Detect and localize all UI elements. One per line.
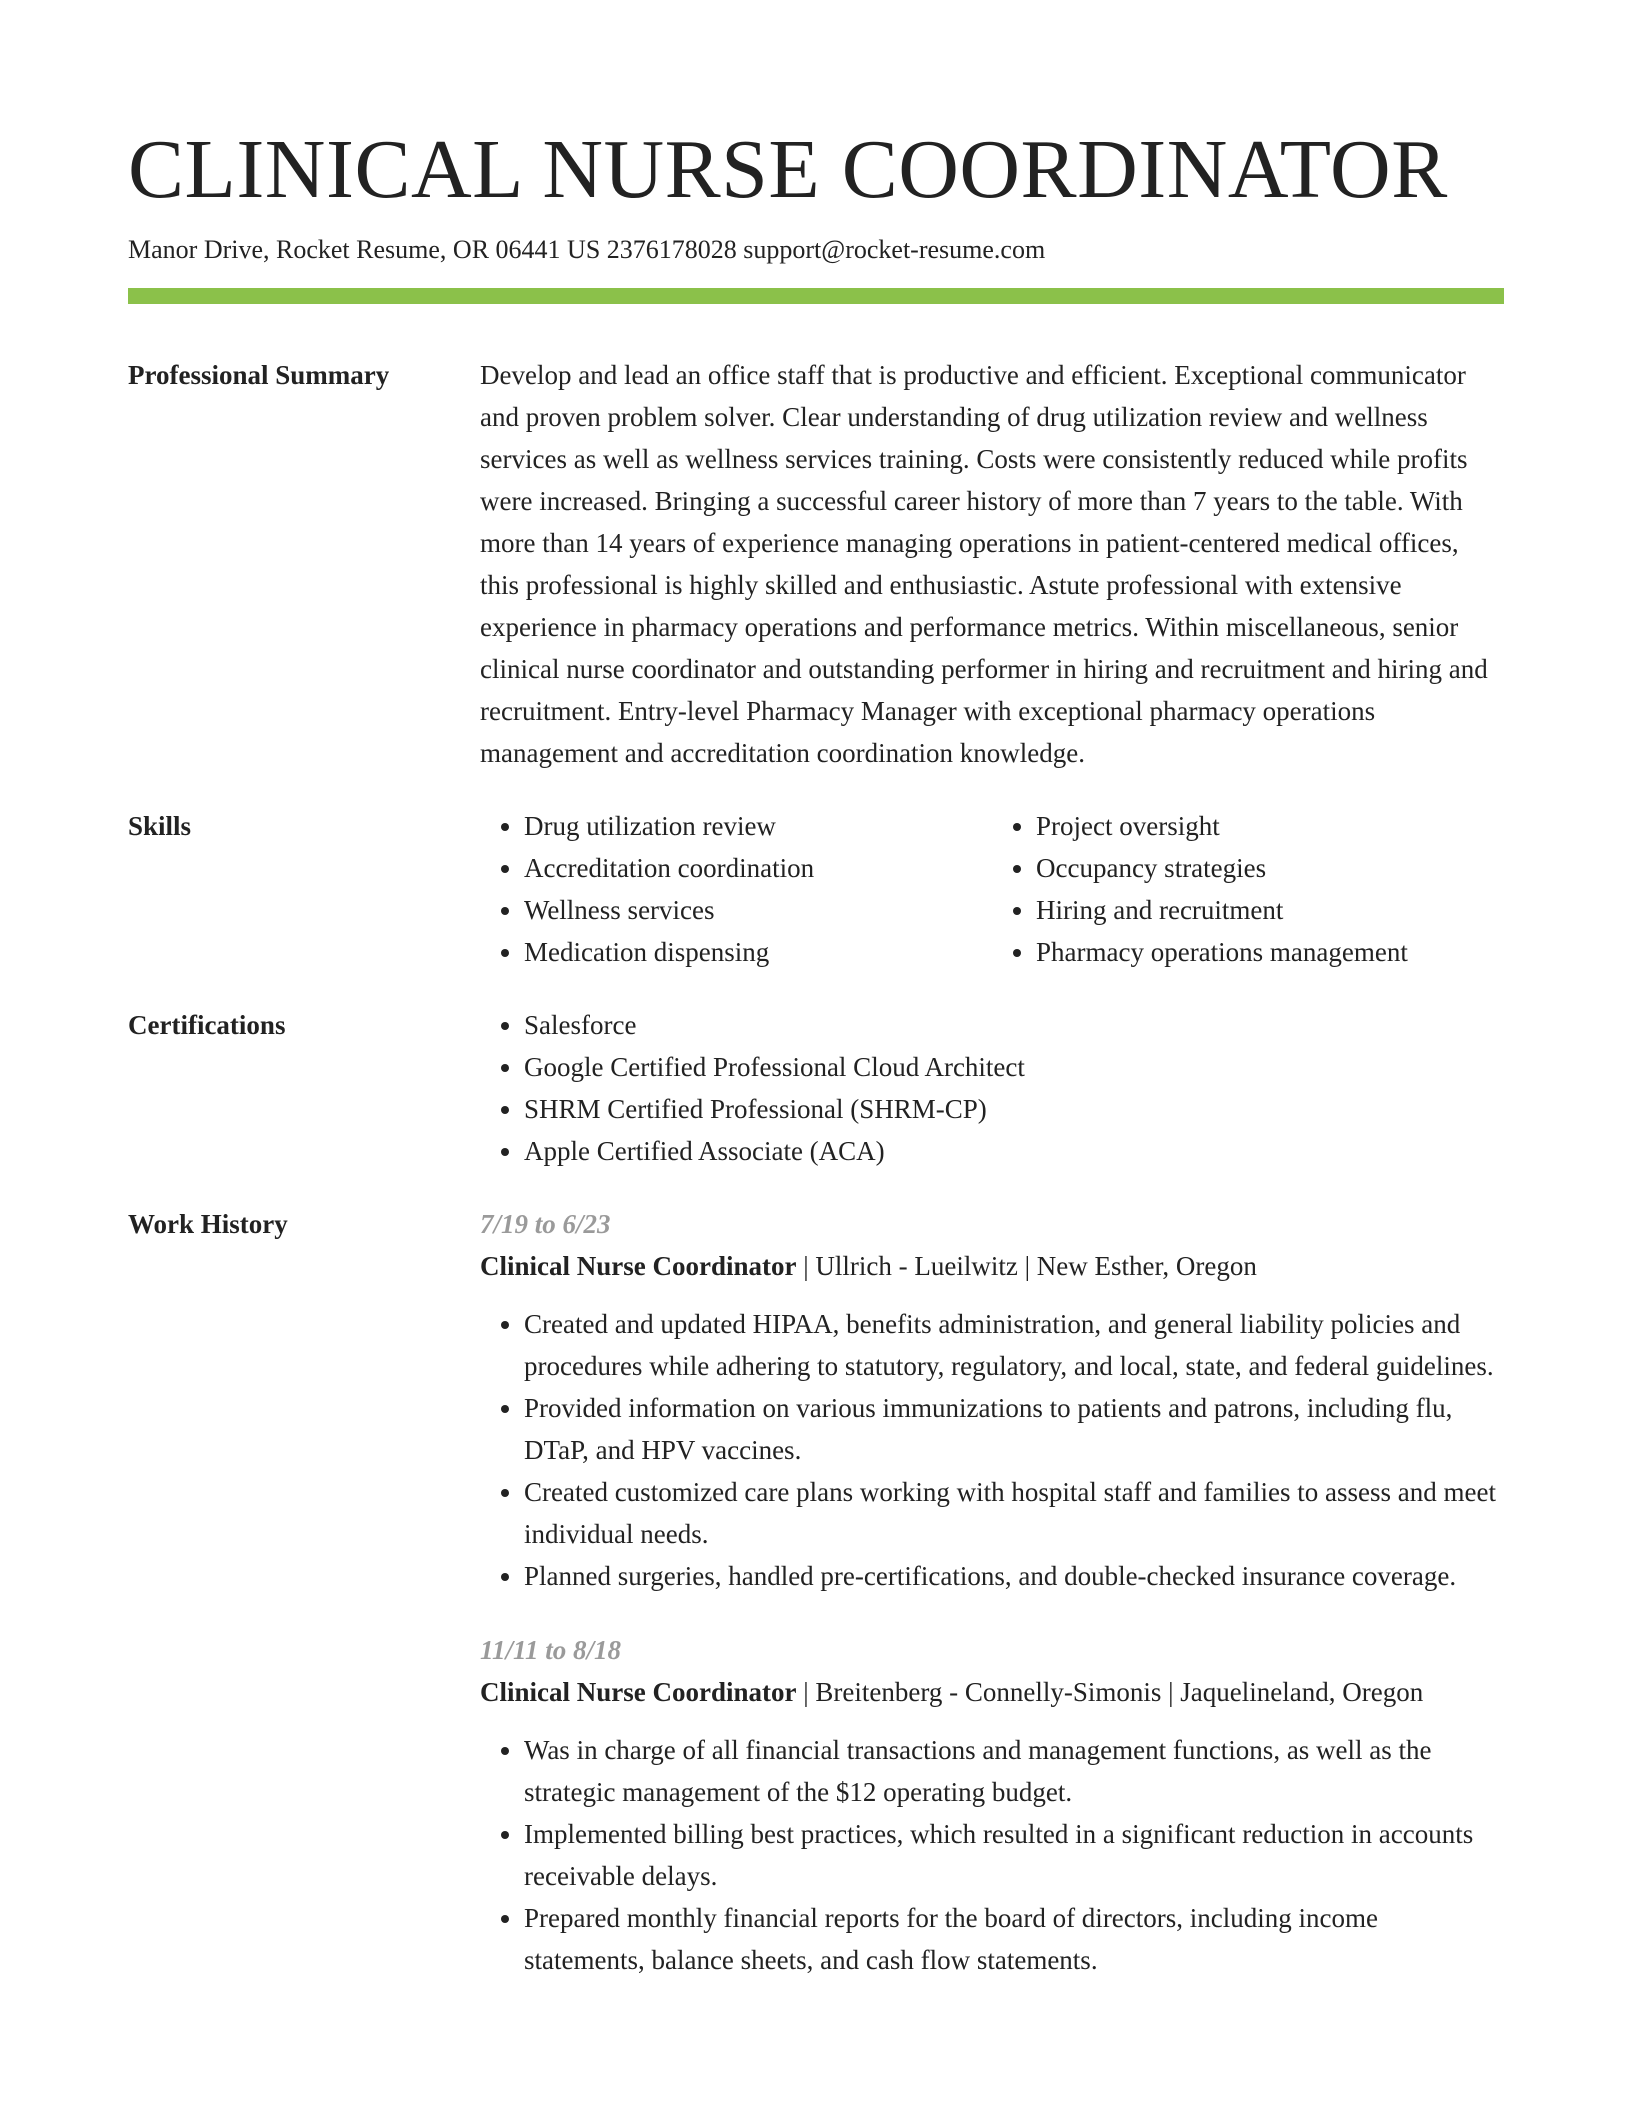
skill-item: • Drug utilization review — [524, 805, 992, 847]
skills-section — [128, 805, 1504, 973]
job-dates: 7/19 to 6/23 — [480, 1209, 611, 1239]
skill-item: • Project oversight — [1036, 805, 1504, 847]
resume-title: CLINICAL NURSE COORDINATOR — [128, 123, 1448, 216]
summary-label: Professional Summary — [128, 360, 390, 390]
certifications-body — [480, 1004, 1504, 1172]
job-entry — [480, 1203, 1504, 1597]
job-title: Clinical Nurse Coordinator — [480, 1677, 797, 1707]
job-bullets — [480, 1303, 1504, 1597]
certification-item: • Apple Certified Associate (ACA) — [524, 1130, 1504, 1172]
skills-list-right — [992, 805, 1504, 973]
job-bullet: • Provided information on various immunizations to patients and patrons, including flu, DTaP, and HPV vaccines. — [524, 1387, 1504, 1471]
job-heading — [480, 1245, 1504, 1287]
job-details: | Breitenberg - Connelly-Simonis | Jaquelineland, Oregon — [796, 1677, 1424, 1707]
skill-item: • Pharmacy operations management — [1036, 931, 1504, 973]
certification-item: • Google Certified Professional Cloud Architect — [524, 1046, 1504, 1088]
skill-item: • Medication dispensing — [524, 931, 992, 973]
skill-item: • Occupancy strategies — [1036, 847, 1504, 889]
skill-item: • Accreditation coordination — [524, 847, 992, 889]
contact-info: Manor Drive, Rocket Resume, OR 06441 US 2376178028 support@rocket-resume.com — [128, 235, 1046, 264]
job-bullets — [480, 1729, 1504, 1981]
job-entry — [480, 1629, 1504, 1981]
certification-item: • SHRM Certified Professional (SHRM-CP) — [524, 1088, 1504, 1130]
skill-item: • Wellness services — [524, 889, 992, 931]
job-details: | Ullrich - Lueilwitz | New Esther, Oregon — [796, 1251, 1257, 1281]
skills-list-left — [480, 805, 992, 973]
job-bullet: • Implemented billing best practices, which resulted in a significant reduction in accounts receivable delays. — [524, 1813, 1504, 1897]
job-bullet: • Was in charge of all financial transactions and management functions, as well as the strategic management of the $12 operating budget. — [524, 1729, 1504, 1813]
job-title: Clinical Nurse Coordinator — [480, 1251, 797, 1281]
skills-label: Skills — [128, 811, 192, 841]
job-heading — [480, 1671, 1504, 1713]
skill-item: • Hiring and recruitment — [1036, 889, 1504, 931]
summary-text: Develop and lead an office staff that is productive and efficient. Exceptional communicator and proven problem solver. Clear understanding of drug utilization review and wellness services as well as wellness services training. Costs were consistently reduced while profits were increased. Bringing a successful career history of more than 7 years to the table. With more than 14 years of experience managing operations in patient-centered medical offices, this professional is highly skilled and enthusiastic. Astute professional with extensive experience in pharmacy operations and performance metrics. Within miscellaneous, senior clinical nurse coordinator and outstanding performer in hiring and recruitment and hiring and recruitment. Entry-level Pharmacy Manager with exceptional pharmacy operations management and accreditation coordination knowledge. — [480, 360, 1488, 768]
work-history-section — [128, 1203, 1504, 1981]
job-bullet: • Prepared monthly financial reports for the board of directors, including income statements, balance sheets, and cash flow statements. — [524, 1897, 1504, 1981]
job-dates: 11/11 to 8/18 — [480, 1635, 622, 1665]
certifications-label: Certifications — [128, 1010, 286, 1040]
skills-body — [480, 805, 1504, 973]
summary-section — [128, 354, 1504, 774]
certifications-list — [480, 1004, 1504, 1172]
summary-body — [480, 354, 1504, 774]
accent-divider — [128, 288, 1504, 304]
work-history-label: Work History — [128, 1209, 288, 1239]
job-bullet: • Created and updated HIPAA, benefits administration, and general liability policies and procedures while adhering to statutory, regulatory, and local, state, and federal guidelines. — [524, 1303, 1504, 1387]
job-bullet: • Created customized care plans working with hospital staff and families to assess and meet individual needs. — [524, 1471, 1504, 1555]
certification-item: • Salesforce — [524, 1004, 1504, 1046]
job-bullet: • Planned surgeries, handled pre-certifications, and double-checked insurance coverage. — [524, 1555, 1504, 1597]
work-history-body — [480, 1203, 1504, 1981]
certifications-section — [128, 1004, 1504, 1172]
